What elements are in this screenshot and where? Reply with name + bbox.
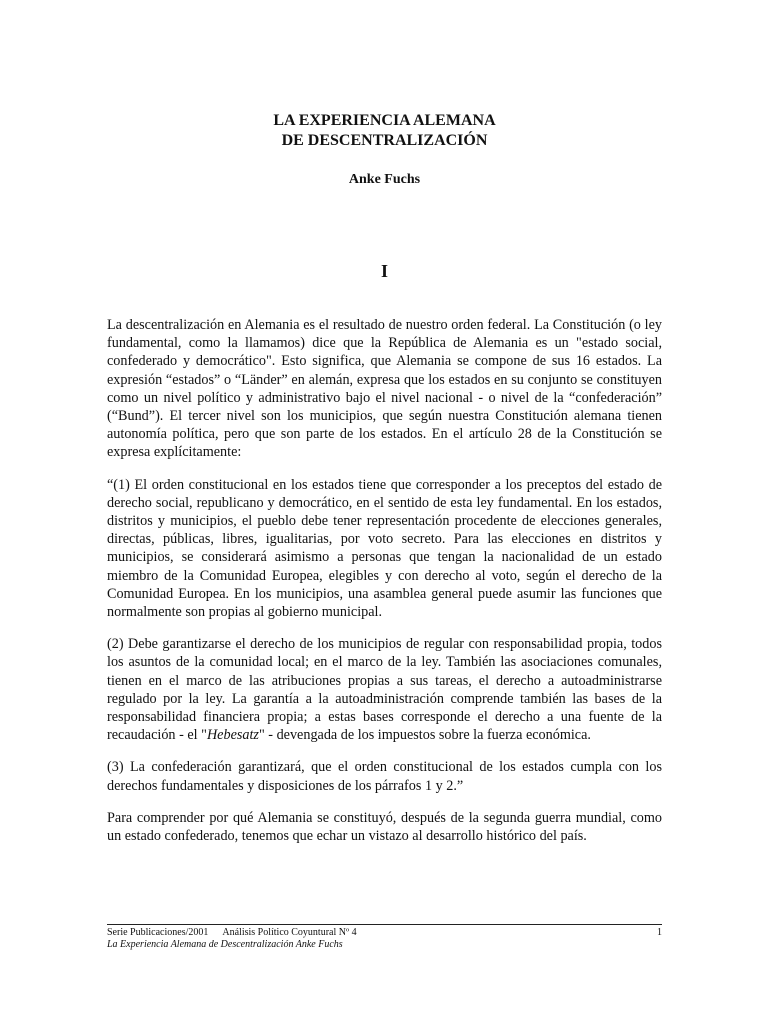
page-number: 1: [657, 927, 662, 938]
footer-subtitle: La Experiencia Alemana de Descentralización Anke Fuchs: [107, 939, 343, 950]
footer-series: Serie Publicaciones/2001: [107, 927, 209, 938]
paragraph-4: (3) La confederación garantizará, que el orden constitucional de los estados cumpla con los derechos fundamentales y disposiciones de los párrafos 1 y 2.”: [107, 759, 662, 794]
title-line-1: LA EXPERIENCIA ALEMANA: [273, 112, 496, 129]
paragraph-3-text-a: (2) Debe garantizarse el derecho de los municipios de regular con responsabilidad propia, todos los asuntos de la comunidad local; en el marco de la ley. También las asociaciones comunales, tienen en el marco de las atribuciones propias a sus tareas, el derecho a autoadministrarse regulado por la ley. La garantía a la autoadministración comprende también las bases de la responsabilidad financiera propia; a estas bases corresponde el derecho a una fuente de la recaudación - el ": [107, 636, 662, 744]
paragraph-3: [107, 635, 662, 744]
author-name: Anke Fuchs: [348, 172, 421, 187]
footer-publication: Análisis Político Coyuntural Nº 4: [222, 927, 357, 938]
section-number: I: [380, 261, 388, 281]
paragraph-3-text-b: " - devengada de los impuestos sobre la fuerza económica.: [258, 727, 591, 744]
hebesatz-term: Hebesatz: [206, 727, 259, 744]
paragraph-1: La descentralización en Alemania es el resultado de nuestro orden federal. La Constitución (o ley fundamental, como la llamamos) dice que la República de Alemania es un "estado social, confederado y democrático". Esto significa, que Alemania se compone de sus 16 estados. La expresión “estados” o “Länder” en alemán, expresa que los estados en su conjunto se constituyen como un nivel político y administrativo bajo el nivel nacional - o nivel de la “confederación” (“Bund”). El tercer nivel son los municipios, que según nuestra Constitución alemana tienen autonomía política, pero que son parte de los estados. En el artículo 28 de la Constitución se expresa explícitamente:: [107, 317, 662, 461]
footer-row: [107, 927, 662, 939]
page-footer: [107, 924, 662, 951]
title-line-2: DE DESCENTRALIZACIÓN: [281, 132, 488, 149]
document-title: [107, 111, 662, 151]
paragraph-2: “(1) El orden constitucional en los estados tiene que corresponder a los preceptos del estado de derecho social, republicano y democrático, en el sentido de esta ley fundamental. En los estados, distritos y municipios, el pueblo debe tener representación procedente de elecciones generales, directas, públicas, libres, igualitarias, por voto secreto. Para las elecciones en distritos y municipios, se considerará asimismo a personas que tengan la nacionalidad de un estado miembro de la Comunidad Europea, elegibles y con derecho al voto, según el derecho de la Comunidad Europea. En los municipios, una asamblea general puede asumir las funciones que normalmente son propias al gobierno municipal.: [107, 476, 662, 621]
document-page: [107, 0, 662, 1024]
paragraph-5: Para comprender por qué Alemania se constituyó, después de la segunda guerra mundial, como un estado confederado, tenemos que echar un vistazo al desarrollo histórico del país.: [107, 809, 662, 845]
document-body: [107, 316, 662, 859]
footer-left: [107, 927, 357, 939]
